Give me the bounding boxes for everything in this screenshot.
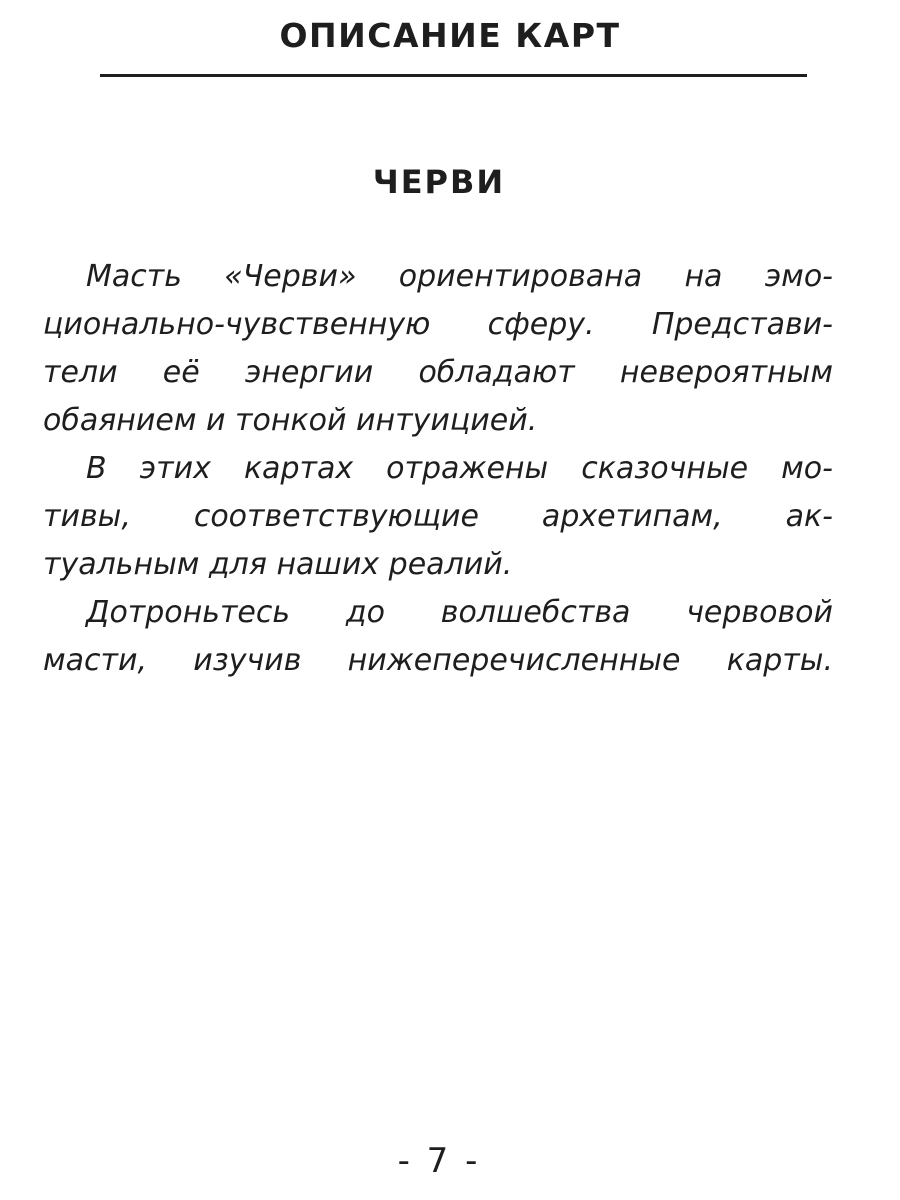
- paragraph: [43, 253, 833, 445]
- text-line: В этих картах отражены сказочные мо-: [86, 451, 833, 486]
- header-divider: [100, 74, 807, 77]
- text-line: масти, изучив нижеперечисленные карты.: [43, 643, 833, 678]
- text-line: обаянием и тонкой интуицией.: [43, 403, 538, 438]
- text-line: ционально-чувственную сферу. Представи-: [43, 307, 833, 342]
- text-line: тивы, соответствующие архетипам, ак-: [43, 499, 833, 534]
- text-line: тели её энергии обладают невероятным: [43, 355, 833, 390]
- text-line: Дотроньтесь до волшебства червовой: [86, 595, 833, 630]
- section-title: ЧЕРВИ: [372, 163, 506, 201]
- paragraph: [43, 589, 833, 685]
- body-text: [43, 253, 833, 685]
- paragraph: [43, 445, 833, 589]
- text-line: Масть «Черви» ориентирована на эмо-: [86, 259, 833, 294]
- running-header: ОПИСАНИЕ КАРТ: [279, 16, 621, 55]
- text-line: туальным для наших реалий.: [43, 547, 513, 582]
- page-number: - 7 -: [397, 1141, 481, 1181]
